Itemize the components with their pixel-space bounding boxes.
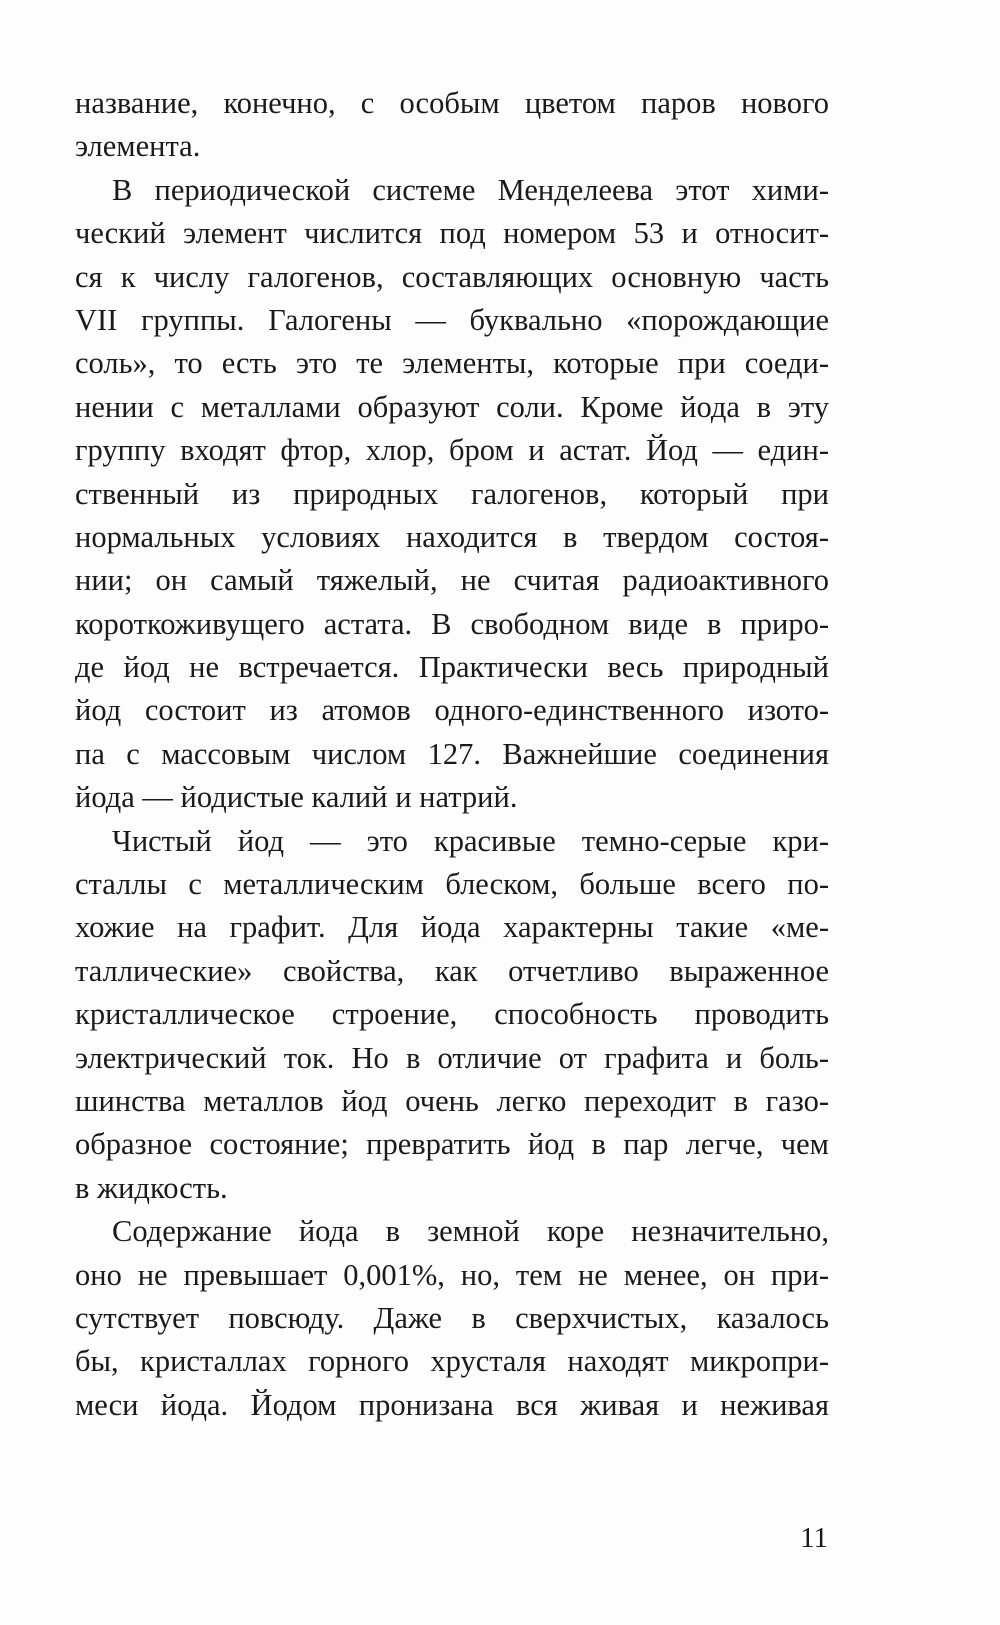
text-line: короткоживущего астата. В свободном виде в приро-	[75, 606, 829, 641]
text-line: Содержание йода в земной коре незначительно,	[112, 1214, 829, 1249]
text-line: элемента.	[75, 129, 201, 164]
text-line: сталлы с металлическим блеском, больше всего по-	[75, 867, 829, 902]
text-line: меси йода. Йодом пронизана вся живая и неживая	[75, 1387, 829, 1422]
text-line: VII группы. Галогены — буквально «порождающие	[75, 302, 829, 337]
text-line: нормальных условиях находится в твердом состоя-	[75, 519, 829, 554]
text-line: Чистый йод — это красивые темно-серые кри-	[112, 823, 829, 858]
text-line: ся к числу галогенов, составляющих основную часть	[75, 259, 829, 294]
text-line: название, конечно, с особым цветом паров нового	[75, 86, 829, 120]
text-line: кристаллическое строение, способность проводить	[75, 997, 829, 1032]
text-line: сутствует повсюду. Даже в сверхчистых, казалось	[75, 1300, 829, 1335]
text-line: йод состоит из атомов одного-единственного изото-	[75, 693, 829, 728]
text-line: де йод не встречается. Практически весь природный	[75, 650, 829, 685]
text-line: нении с металлами образуют соли. Кроме йода в эту	[75, 389, 829, 424]
text-line: хожие на графит. Для йода характерны такие «ме-	[75, 910, 829, 945]
text-line: нии; он самый тяжелый, не считая радиоактивного	[75, 563, 829, 598]
text-line: ственный из природных галогенов, который при	[75, 476, 829, 511]
text-line: шинства металлов йод очень легко переходит в газо-	[75, 1083, 829, 1118]
text-line: ческий элемент числится под номером 53 и относит-	[75, 216, 829, 251]
text-line: электрический ток. Но в отличие от графита и боль-	[75, 1040, 829, 1075]
text-line: бы, кристаллах горного хрусталя находят микропри-	[75, 1344, 829, 1379]
text-line: В периодической системе Менделеева этот хими-	[112, 172, 829, 207]
text-line: таллические» свойства, как отчетливо выраженное	[75, 953, 829, 988]
text-line: па с массовым числом 127. Важнейшие соединения	[75, 736, 829, 771]
text-line: группу входят фтор, хлор, бром и астат. Йод — един-	[75, 433, 829, 468]
text-line: образное состояние; превратить йод в пар легче, чем	[75, 1127, 829, 1162]
page-body-text	[75, 82, 829, 1427]
text-line: в жидкость.	[75, 1170, 228, 1205]
text-line: оно не превышает 0,001%, но, тем не менее, он при-	[75, 1257, 829, 1292]
text-line: йода — йодистые калий и натрий.	[75, 780, 518, 815]
text-line: соль», то есть это те элементы, которые при соеди-	[75, 346, 829, 381]
page-number: 11	[800, 1522, 828, 1554]
